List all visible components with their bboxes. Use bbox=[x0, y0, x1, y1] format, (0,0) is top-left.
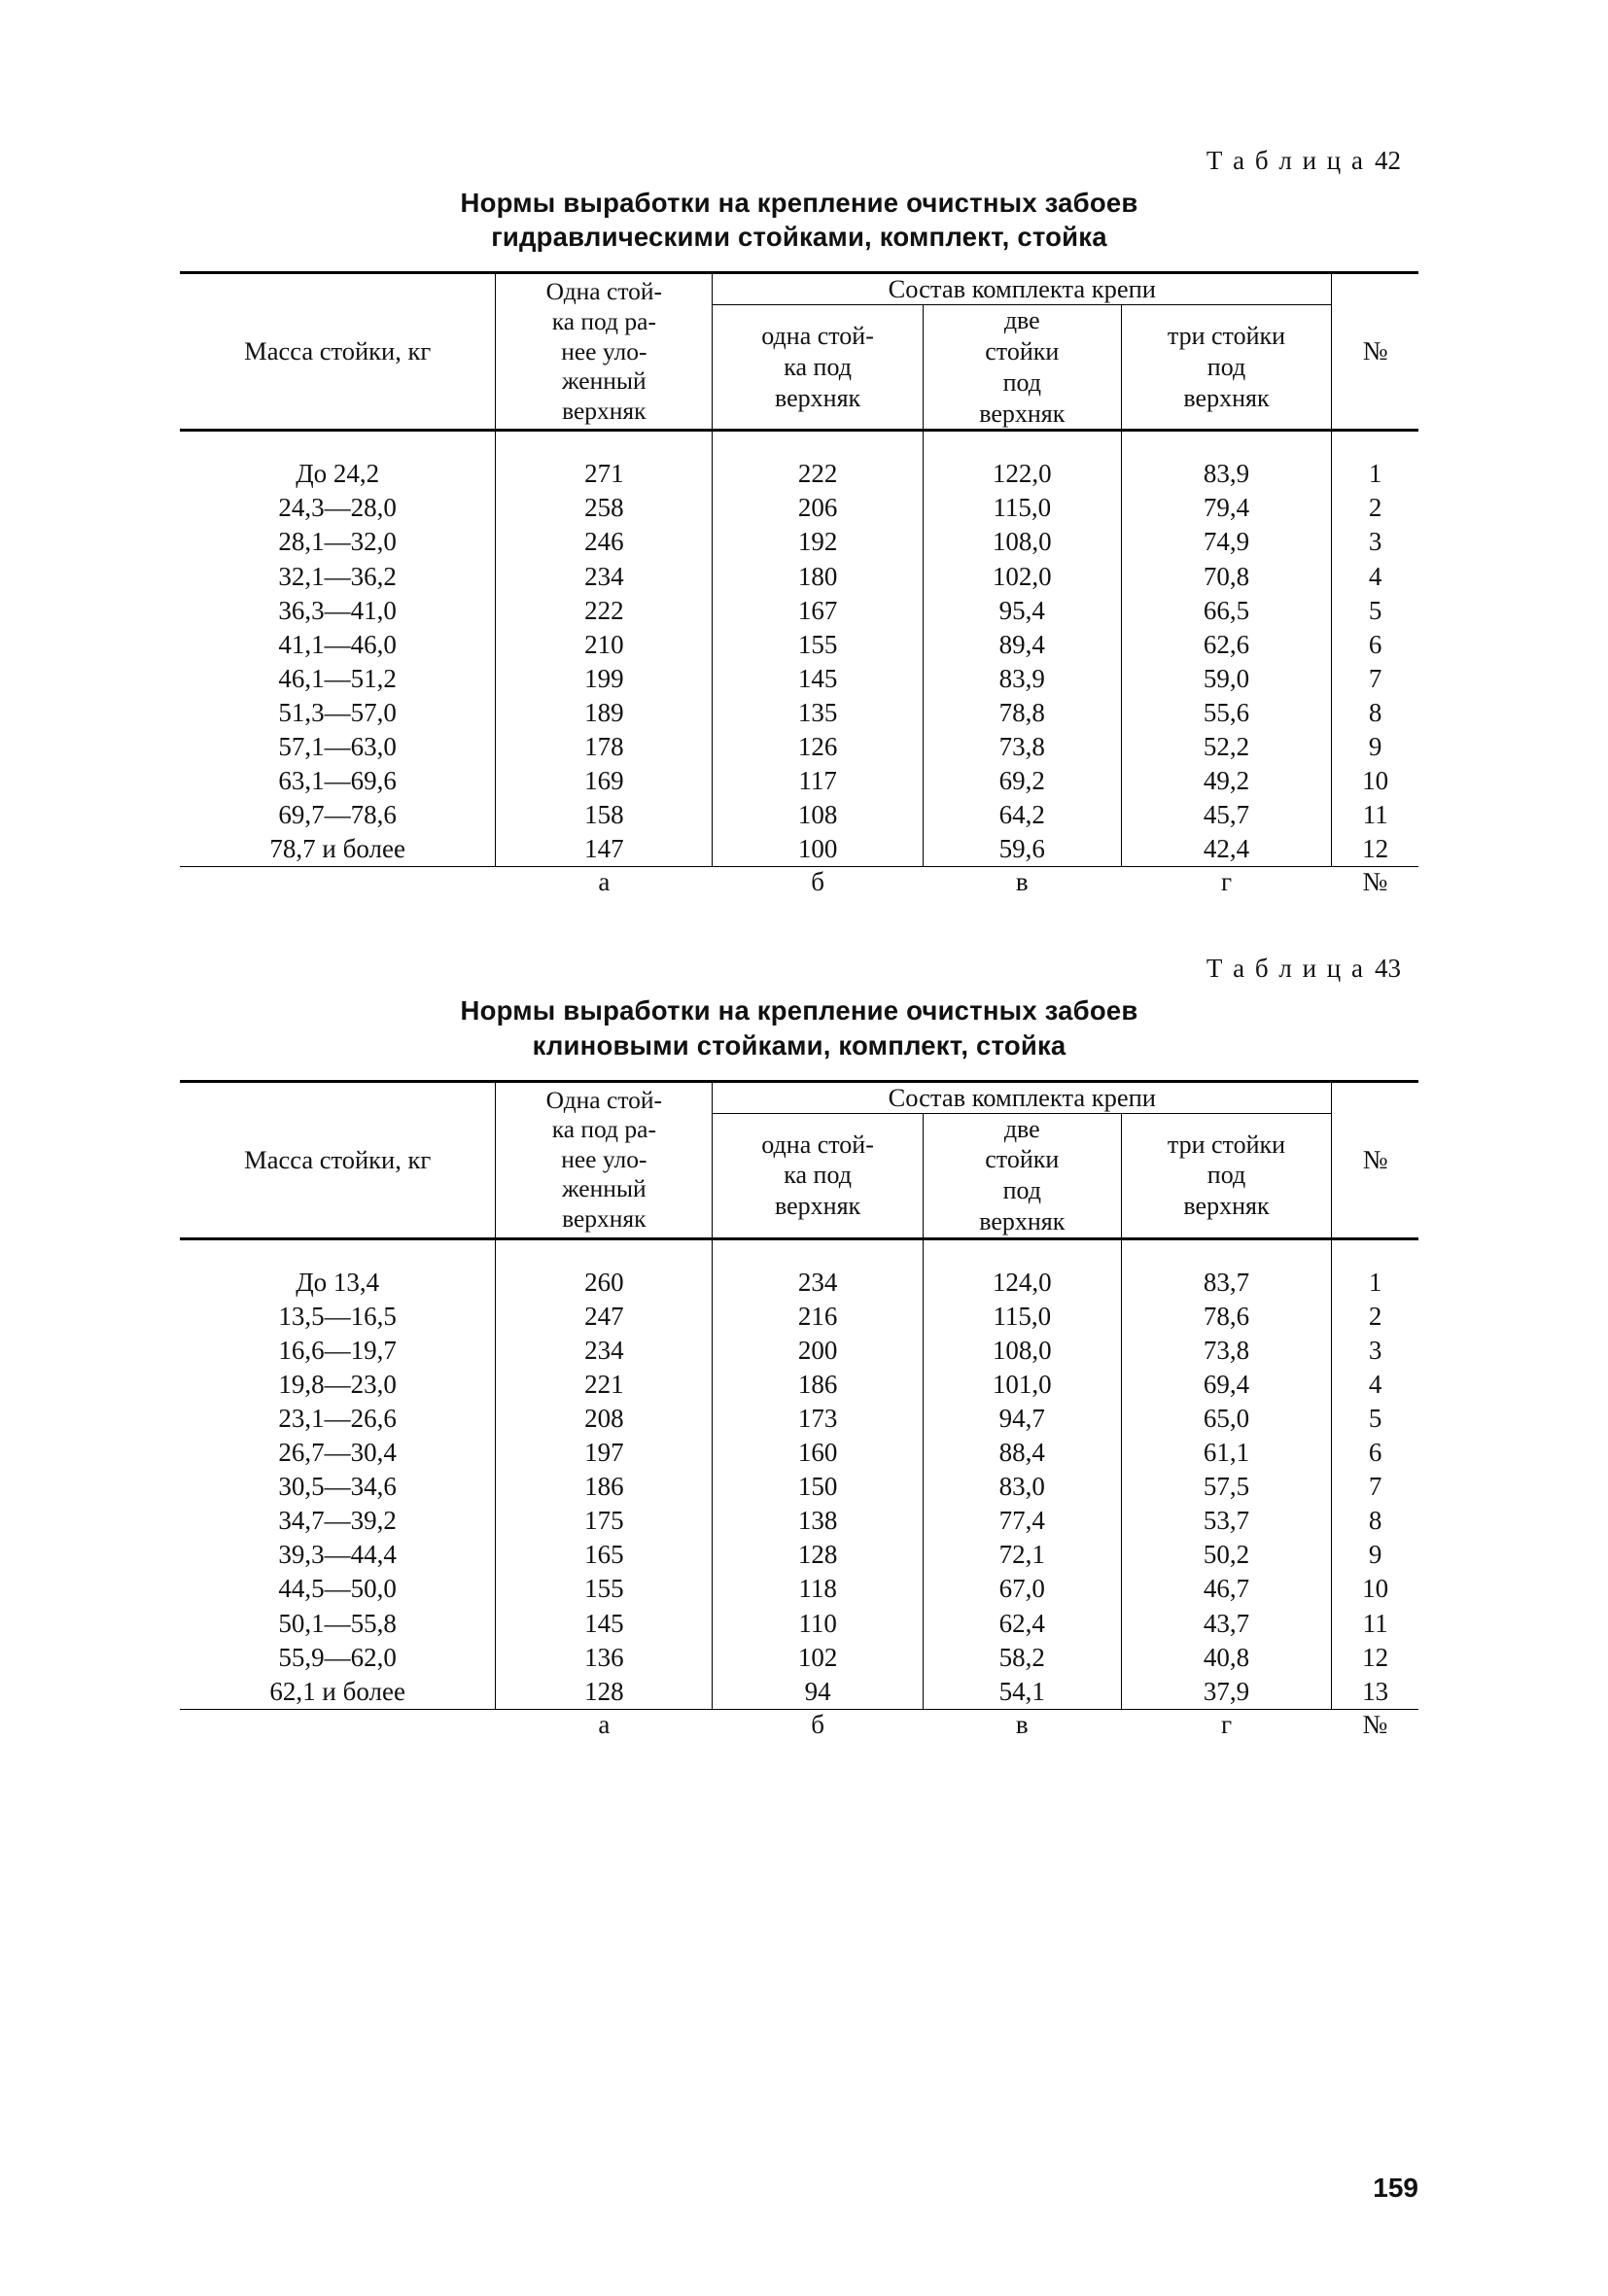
cell-g: 79,4 bbox=[1121, 491, 1332, 525]
cell-b: 216 bbox=[713, 1300, 924, 1334]
table-row bbox=[180, 457, 1418, 491]
cell-b: 200 bbox=[713, 1334, 924, 1368]
cell-g: 52,2 bbox=[1121, 730, 1332, 764]
table-header-row-top bbox=[180, 1081, 1418, 1113]
cell-v: 72,1 bbox=[923, 1538, 1121, 1572]
footer-v: в bbox=[1015, 1709, 1029, 1739]
cell-g: 43,7 bbox=[1121, 1607, 1332, 1641]
cell-no: 2 bbox=[1368, 493, 1382, 523]
table-row bbox=[180, 1436, 1418, 1470]
cell-b: 160 bbox=[713, 1436, 924, 1470]
rule-cell bbox=[1121, 431, 1332, 458]
cell-mass: 51,3—57,0 bbox=[180, 696, 496, 730]
cell-mass: 63,1—69,6 bbox=[180, 764, 496, 798]
cell-b: 145 bbox=[713, 662, 924, 696]
footer-b: б bbox=[811, 867, 824, 897]
header-no-42: № bbox=[1332, 273, 1418, 431]
hdr-line: верхняк bbox=[979, 399, 1066, 428]
table-row bbox=[180, 798, 1418, 832]
cell-no: 2 bbox=[1368, 1301, 1382, 1331]
footer-g: г bbox=[1220, 1709, 1233, 1739]
table-row bbox=[180, 832, 1418, 867]
table-caption-prefix: Т а б л и ц а bbox=[1206, 954, 1365, 984]
cell-v: 64,2 bbox=[923, 798, 1121, 832]
hdr-line: две bbox=[1003, 306, 1040, 335]
footer-v: в bbox=[1015, 867, 1029, 897]
cell-b: 192 bbox=[713, 525, 924, 559]
hdr-line: нее уло- bbox=[561, 336, 647, 365]
rule-cell bbox=[923, 1238, 1121, 1266]
hdr-line: одна стой- bbox=[761, 322, 874, 351]
hdr-line: одна стой- bbox=[761, 1130, 874, 1159]
header-group-42: Состав комплекта крепи bbox=[713, 273, 1332, 305]
table-footer-row-43 bbox=[180, 1709, 1418, 1740]
cell-mass: 41,1—46,0 bbox=[180, 628, 496, 662]
norms-table-42 bbox=[180, 271, 1418, 897]
cell-b: 94 bbox=[713, 1675, 924, 1710]
table-title-43 bbox=[180, 993, 1418, 1061]
cell-mass: 16,6—19,7 bbox=[180, 1334, 496, 1368]
table-row bbox=[180, 1334, 1418, 1368]
table-title-line2: гидравлическими стойками, комплект, стойка bbox=[491, 222, 1107, 253]
cell-no: 7 bbox=[1368, 663, 1382, 693]
cell-no: 4 bbox=[1368, 1369, 1382, 1399]
cell-a: 234 bbox=[496, 1334, 713, 1368]
cell-no: 5 bbox=[1368, 595, 1382, 625]
cell-v: 94,7 bbox=[923, 1402, 1121, 1436]
cell-v: 108,0 bbox=[923, 525, 1121, 559]
header-one-post-42 bbox=[713, 305, 924, 431]
table-row bbox=[180, 491, 1418, 525]
cell-v: 69,2 bbox=[923, 764, 1121, 798]
cell-a: 178 bbox=[496, 730, 713, 764]
cell-g: 73,8 bbox=[1121, 1334, 1332, 1368]
cell-v: 115,0 bbox=[923, 1300, 1121, 1334]
table-row bbox=[180, 1607, 1418, 1641]
hdr-line: ка под bbox=[784, 1161, 852, 1190]
cell-no: 4 bbox=[1368, 561, 1382, 591]
cell-v: 67,0 bbox=[923, 1572, 1121, 1606]
table-row bbox=[180, 1300, 1418, 1334]
cell-g: 61,1 bbox=[1121, 1436, 1332, 1470]
hdr-line: стойки bbox=[985, 1145, 1060, 1174]
cell-v: 54,1 bbox=[923, 1675, 1121, 1710]
cell-v: 108,0 bbox=[923, 1334, 1121, 1368]
cell-mass: 46,1—51,2 bbox=[180, 662, 496, 696]
hdr-line: женный bbox=[561, 1174, 647, 1203]
table-title-line1: Нормы выработки на крепление очистных забоев bbox=[460, 995, 1138, 1026]
cell-a: 136 bbox=[496, 1641, 713, 1675]
header-single-prev-42 bbox=[496, 273, 713, 431]
hdr-line: три стойки bbox=[1167, 1130, 1286, 1159]
cell-v: 101,0 bbox=[923, 1368, 1121, 1402]
table-row bbox=[180, 764, 1418, 798]
cell-a: 145 bbox=[496, 1607, 713, 1641]
cell-v: 115,0 bbox=[923, 491, 1121, 525]
table-row bbox=[180, 1675, 1418, 1710]
cell-g: 37,9 bbox=[1121, 1675, 1332, 1710]
cell-b: 138 bbox=[713, 1504, 924, 1538]
header-two-posts-42 bbox=[923, 305, 1121, 431]
cell-v: 78,8 bbox=[923, 696, 1121, 730]
cell-v: 62,4 bbox=[923, 1607, 1121, 1641]
cell-b: 234 bbox=[713, 1266, 924, 1300]
table-row bbox=[180, 1572, 1418, 1606]
header-rule-row bbox=[180, 1238, 1418, 1266]
cell-mass: 19,8—23,0 bbox=[180, 1368, 496, 1402]
cell-v: 102,0 bbox=[923, 560, 1121, 594]
cell-no: 13 bbox=[1332, 1675, 1418, 1710]
cell-no: 6 bbox=[1368, 629, 1382, 659]
hdr-line: две bbox=[1003, 1114, 1040, 1143]
cell-v: 73,8 bbox=[923, 730, 1121, 764]
table-header-row-top bbox=[180, 273, 1418, 305]
footer-b: б bbox=[811, 1709, 824, 1739]
header-group-43: Состав комплекта крепи bbox=[713, 1081, 1332, 1113]
header-two-posts-43 bbox=[923, 1113, 1121, 1238]
cell-a: 186 bbox=[496, 1470, 713, 1504]
cell-mass: 13,5—16,5 bbox=[180, 1300, 496, 1334]
table-row bbox=[180, 730, 1418, 764]
rule-cell bbox=[1121, 1238, 1332, 1266]
cell-g: 83,9 bbox=[1121, 457, 1332, 491]
cell-g: 62,6 bbox=[1121, 628, 1332, 662]
table-row bbox=[180, 1266, 1418, 1300]
cell-no: 8 bbox=[1368, 697, 1382, 727]
header-no-43: № bbox=[1332, 1081, 1418, 1238]
cell-b: 128 bbox=[713, 1538, 924, 1572]
cell-a: 199 bbox=[496, 662, 713, 696]
cell-v: 59,6 bbox=[923, 832, 1121, 867]
cell-mass: 23,1—26,6 bbox=[180, 1402, 496, 1436]
table-body-43 bbox=[180, 1266, 1418, 1740]
table-row bbox=[180, 525, 1418, 559]
table-title-42 bbox=[180, 186, 1418, 254]
cell-a: 221 bbox=[496, 1368, 713, 1402]
footer-mass bbox=[180, 1709, 496, 1740]
table-footer-row-42 bbox=[180, 867, 1418, 898]
cell-no: 10 bbox=[1362, 766, 1389, 796]
footer-a: а bbox=[598, 1709, 611, 1739]
hdr-line: под bbox=[1002, 367, 1041, 397]
table-row bbox=[180, 1538, 1418, 1572]
header-three-posts-43 bbox=[1121, 1113, 1332, 1238]
table-title-line1: Нормы выработки на крепление очистных забоев bbox=[460, 188, 1138, 218]
hdr-line: Одна стой- bbox=[545, 1085, 663, 1114]
hdr-line: ка под bbox=[784, 352, 852, 381]
hdr-line: ка под ра- bbox=[551, 1115, 656, 1144]
cell-mass: 34,7—39,2 bbox=[180, 1504, 496, 1538]
cell-a: 208 bbox=[496, 1402, 713, 1436]
cell-g: 65,0 bbox=[1121, 1402, 1332, 1436]
cell-v: 89,4 bbox=[923, 628, 1121, 662]
cell-no: 1 bbox=[1368, 1267, 1382, 1297]
cell-a: 234 bbox=[496, 560, 713, 594]
page-number: 159 bbox=[1373, 2173, 1418, 2203]
table-row bbox=[180, 560, 1418, 594]
rule-cell bbox=[496, 1238, 713, 1266]
cell-b: 155 bbox=[713, 628, 924, 662]
cell-mass: 57,1—63,0 bbox=[180, 730, 496, 764]
table-row bbox=[180, 1402, 1418, 1436]
footer-a: а bbox=[598, 867, 611, 897]
hdr-line: верхняк bbox=[775, 1192, 861, 1221]
rule-cell bbox=[923, 431, 1121, 458]
header-rule-row bbox=[180, 431, 1418, 458]
cell-a: 271 bbox=[496, 457, 713, 491]
hdr-line: под bbox=[1002, 1176, 1041, 1205]
cell-a: 210 bbox=[496, 628, 713, 662]
table-body-42 bbox=[180, 457, 1418, 897]
cell-mass: 50,1—55,8 bbox=[180, 1607, 496, 1641]
cell-g: 49,2 bbox=[1121, 764, 1332, 798]
cell-no: 5 bbox=[1368, 1404, 1382, 1433]
cell-b: 118 bbox=[713, 1572, 924, 1606]
cell-a: 128 bbox=[496, 1675, 713, 1710]
cell-no: 3 bbox=[1368, 527, 1382, 557]
hdr-line: верхняк bbox=[562, 396, 647, 425]
cell-mass: До 13,4 bbox=[180, 1266, 496, 1300]
cell-g: 69,4 bbox=[1121, 1368, 1332, 1402]
cell-mass: 69,7—78,6 bbox=[180, 798, 496, 832]
cell-v: 124,0 bbox=[923, 1266, 1121, 1300]
hdr-line: женный bbox=[561, 366, 647, 396]
cell-v: 83,0 bbox=[923, 1470, 1121, 1504]
table-caption-number: 43 bbox=[1375, 954, 1401, 984]
cell-no: 12 bbox=[1362, 1642, 1389, 1672]
cell-a: 165 bbox=[496, 1538, 713, 1572]
cell-g: 55,6 bbox=[1121, 696, 1332, 730]
cell-g: 45,7 bbox=[1121, 798, 1332, 832]
table-row bbox=[180, 1504, 1418, 1538]
table-row bbox=[180, 1470, 1418, 1504]
cell-b: 102 bbox=[713, 1641, 924, 1675]
cell-no: 12 bbox=[1332, 832, 1418, 867]
cell-no: 3 bbox=[1368, 1335, 1382, 1365]
cell-a: 258 bbox=[496, 491, 713, 525]
cell-b: 108 bbox=[713, 798, 924, 832]
cell-v: 58,2 bbox=[923, 1641, 1121, 1675]
cell-b: 180 bbox=[713, 560, 924, 594]
cell-b: 222 bbox=[713, 457, 924, 491]
table-row bbox=[180, 594, 1418, 628]
hdr-line: верхняк bbox=[1183, 383, 1270, 412]
norms-table-43 bbox=[180, 1080, 1418, 1740]
cell-v: 77,4 bbox=[923, 1504, 1121, 1538]
header-single-prev-43 bbox=[496, 1081, 713, 1238]
footer-mass bbox=[180, 867, 496, 898]
cell-b: 117 bbox=[713, 764, 924, 798]
rule-cell bbox=[180, 1238, 496, 1266]
cell-v: 83,9 bbox=[923, 662, 1121, 696]
cell-a: 197 bbox=[496, 1436, 713, 1470]
cell-v: 88,4 bbox=[923, 1436, 1121, 1470]
table-block-43 bbox=[180, 954, 1418, 1739]
cell-a: 155 bbox=[496, 1572, 713, 1606]
cell-no: 1 bbox=[1368, 459, 1382, 489]
footer-no: № bbox=[1362, 867, 1388, 897]
cell-b: 186 bbox=[713, 1368, 924, 1402]
rule-cell bbox=[1332, 1238, 1418, 1266]
cell-no: 7 bbox=[1368, 1472, 1382, 1502]
cell-v: 122,0 bbox=[923, 457, 1121, 491]
cell-g: 42,4 bbox=[1121, 832, 1332, 867]
header-mass-43: Масса стойки, кг bbox=[180, 1081, 496, 1238]
cell-b: 206 bbox=[713, 491, 924, 525]
hdr-line: три стойки bbox=[1167, 322, 1286, 351]
cell-mass: 36,3—41,0 bbox=[180, 594, 496, 628]
hdr-line: верхняк bbox=[979, 1206, 1066, 1235]
cell-mass: 26,7—30,4 bbox=[180, 1436, 496, 1470]
hdr-line: под bbox=[1206, 1161, 1246, 1190]
hdr-line: верхняк bbox=[775, 383, 861, 412]
cell-a: 158 bbox=[496, 798, 713, 832]
rule-cell bbox=[713, 431, 924, 458]
cell-a: 246 bbox=[496, 525, 713, 559]
header-three-posts-42 bbox=[1121, 305, 1332, 431]
cell-g: 74,9 bbox=[1121, 525, 1332, 559]
cell-g: 50,2 bbox=[1121, 1538, 1332, 1572]
rule-cell bbox=[496, 431, 713, 458]
cell-mass: 32,1—36,2 bbox=[180, 560, 496, 594]
cell-mass: 78,7 и более bbox=[180, 832, 496, 867]
hdr-line: под bbox=[1206, 352, 1246, 381]
cell-b: 173 bbox=[713, 1402, 924, 1436]
table-title-line2: клиновыми стойками, комплект, стойка bbox=[532, 1029, 1066, 1061]
cell-mass: 62,1 и более bbox=[180, 1675, 496, 1710]
cell-g: 53,7 bbox=[1121, 1504, 1332, 1538]
table-row bbox=[180, 628, 1418, 662]
table-caption-43 bbox=[180, 954, 1418, 984]
cell-g: 46,7 bbox=[1121, 1572, 1332, 1606]
hdr-line: ка под ра- bbox=[551, 306, 656, 335]
cell-b: 135 bbox=[713, 696, 924, 730]
cell-g: 40,8 bbox=[1121, 1641, 1332, 1675]
cell-b: 110 bbox=[713, 1607, 924, 1641]
cell-g: 78,6 bbox=[1121, 1300, 1332, 1334]
cell-g: 66,5 bbox=[1121, 594, 1332, 628]
cell-g: 59,0 bbox=[1121, 662, 1332, 696]
hdr-line: нее уло- bbox=[561, 1144, 647, 1173]
cell-no: 8 bbox=[1368, 1506, 1382, 1536]
cell-a: 147 bbox=[496, 832, 713, 867]
cell-b: 100 bbox=[713, 832, 924, 867]
table-caption-42 bbox=[180, 146, 1418, 176]
cell-a: 247 bbox=[496, 1300, 713, 1334]
table-caption-prefix: Т а б л и ц а bbox=[1206, 146, 1365, 175]
rule-cell bbox=[713, 1238, 924, 1266]
hdr-line: стойки bbox=[985, 337, 1060, 366]
cell-no: 9 bbox=[1368, 732, 1382, 761]
cell-mass: 28,1—32,0 bbox=[180, 525, 496, 559]
header-one-post-43 bbox=[713, 1113, 924, 1238]
table-row bbox=[180, 696, 1418, 730]
table-row bbox=[180, 1641, 1418, 1675]
cell-no: 11 bbox=[1362, 1608, 1388, 1638]
cell-a: 189 bbox=[496, 696, 713, 730]
cell-b: 150 bbox=[713, 1470, 924, 1504]
cell-no: 9 bbox=[1368, 1540, 1382, 1570]
cell-b: 126 bbox=[713, 730, 924, 764]
cell-no: 11 bbox=[1362, 800, 1388, 830]
footer-no: № bbox=[1362, 1709, 1388, 1739]
cell-mass: 55,9—62,0 bbox=[180, 1641, 496, 1675]
table-block-42 bbox=[180, 146, 1418, 897]
cell-mass: 39,3—44,4 bbox=[180, 1538, 496, 1572]
hdr-line: верхняк bbox=[562, 1204, 647, 1234]
cell-v: 95,4 bbox=[923, 594, 1121, 628]
cell-mass: До 24,2 bbox=[180, 457, 496, 491]
cell-mass: 30,5—34,6 bbox=[180, 1470, 496, 1504]
cell-no: 10 bbox=[1362, 1574, 1389, 1604]
table-row bbox=[180, 662, 1418, 696]
footer-g: г bbox=[1220, 867, 1233, 897]
cell-a: 175 bbox=[496, 1504, 713, 1538]
cell-b: 167 bbox=[713, 594, 924, 628]
rule-cell bbox=[180, 431, 496, 458]
cell-mass: 44,5—50,0 bbox=[180, 1572, 496, 1606]
cell-g: 83,7 bbox=[1121, 1266, 1332, 1300]
cell-no: 6 bbox=[1368, 1438, 1382, 1468]
table-caption-number: 42 bbox=[1375, 146, 1401, 175]
cell-g: 57,5 bbox=[1121, 1470, 1332, 1504]
cell-a: 260 bbox=[496, 1266, 713, 1300]
hdr-line: верхняк bbox=[1183, 1192, 1270, 1221]
table-row bbox=[180, 1368, 1418, 1402]
cell-a: 169 bbox=[496, 764, 713, 798]
header-mass-42: Масса стойки, кг bbox=[180, 273, 496, 431]
cell-mass: 24,3—28,0 bbox=[180, 491, 496, 525]
cell-g: 70,8 bbox=[1121, 560, 1332, 594]
rule-cell bbox=[1332, 431, 1418, 458]
cell-a: 222 bbox=[496, 594, 713, 628]
hdr-line: Одна стой- bbox=[545, 277, 663, 306]
